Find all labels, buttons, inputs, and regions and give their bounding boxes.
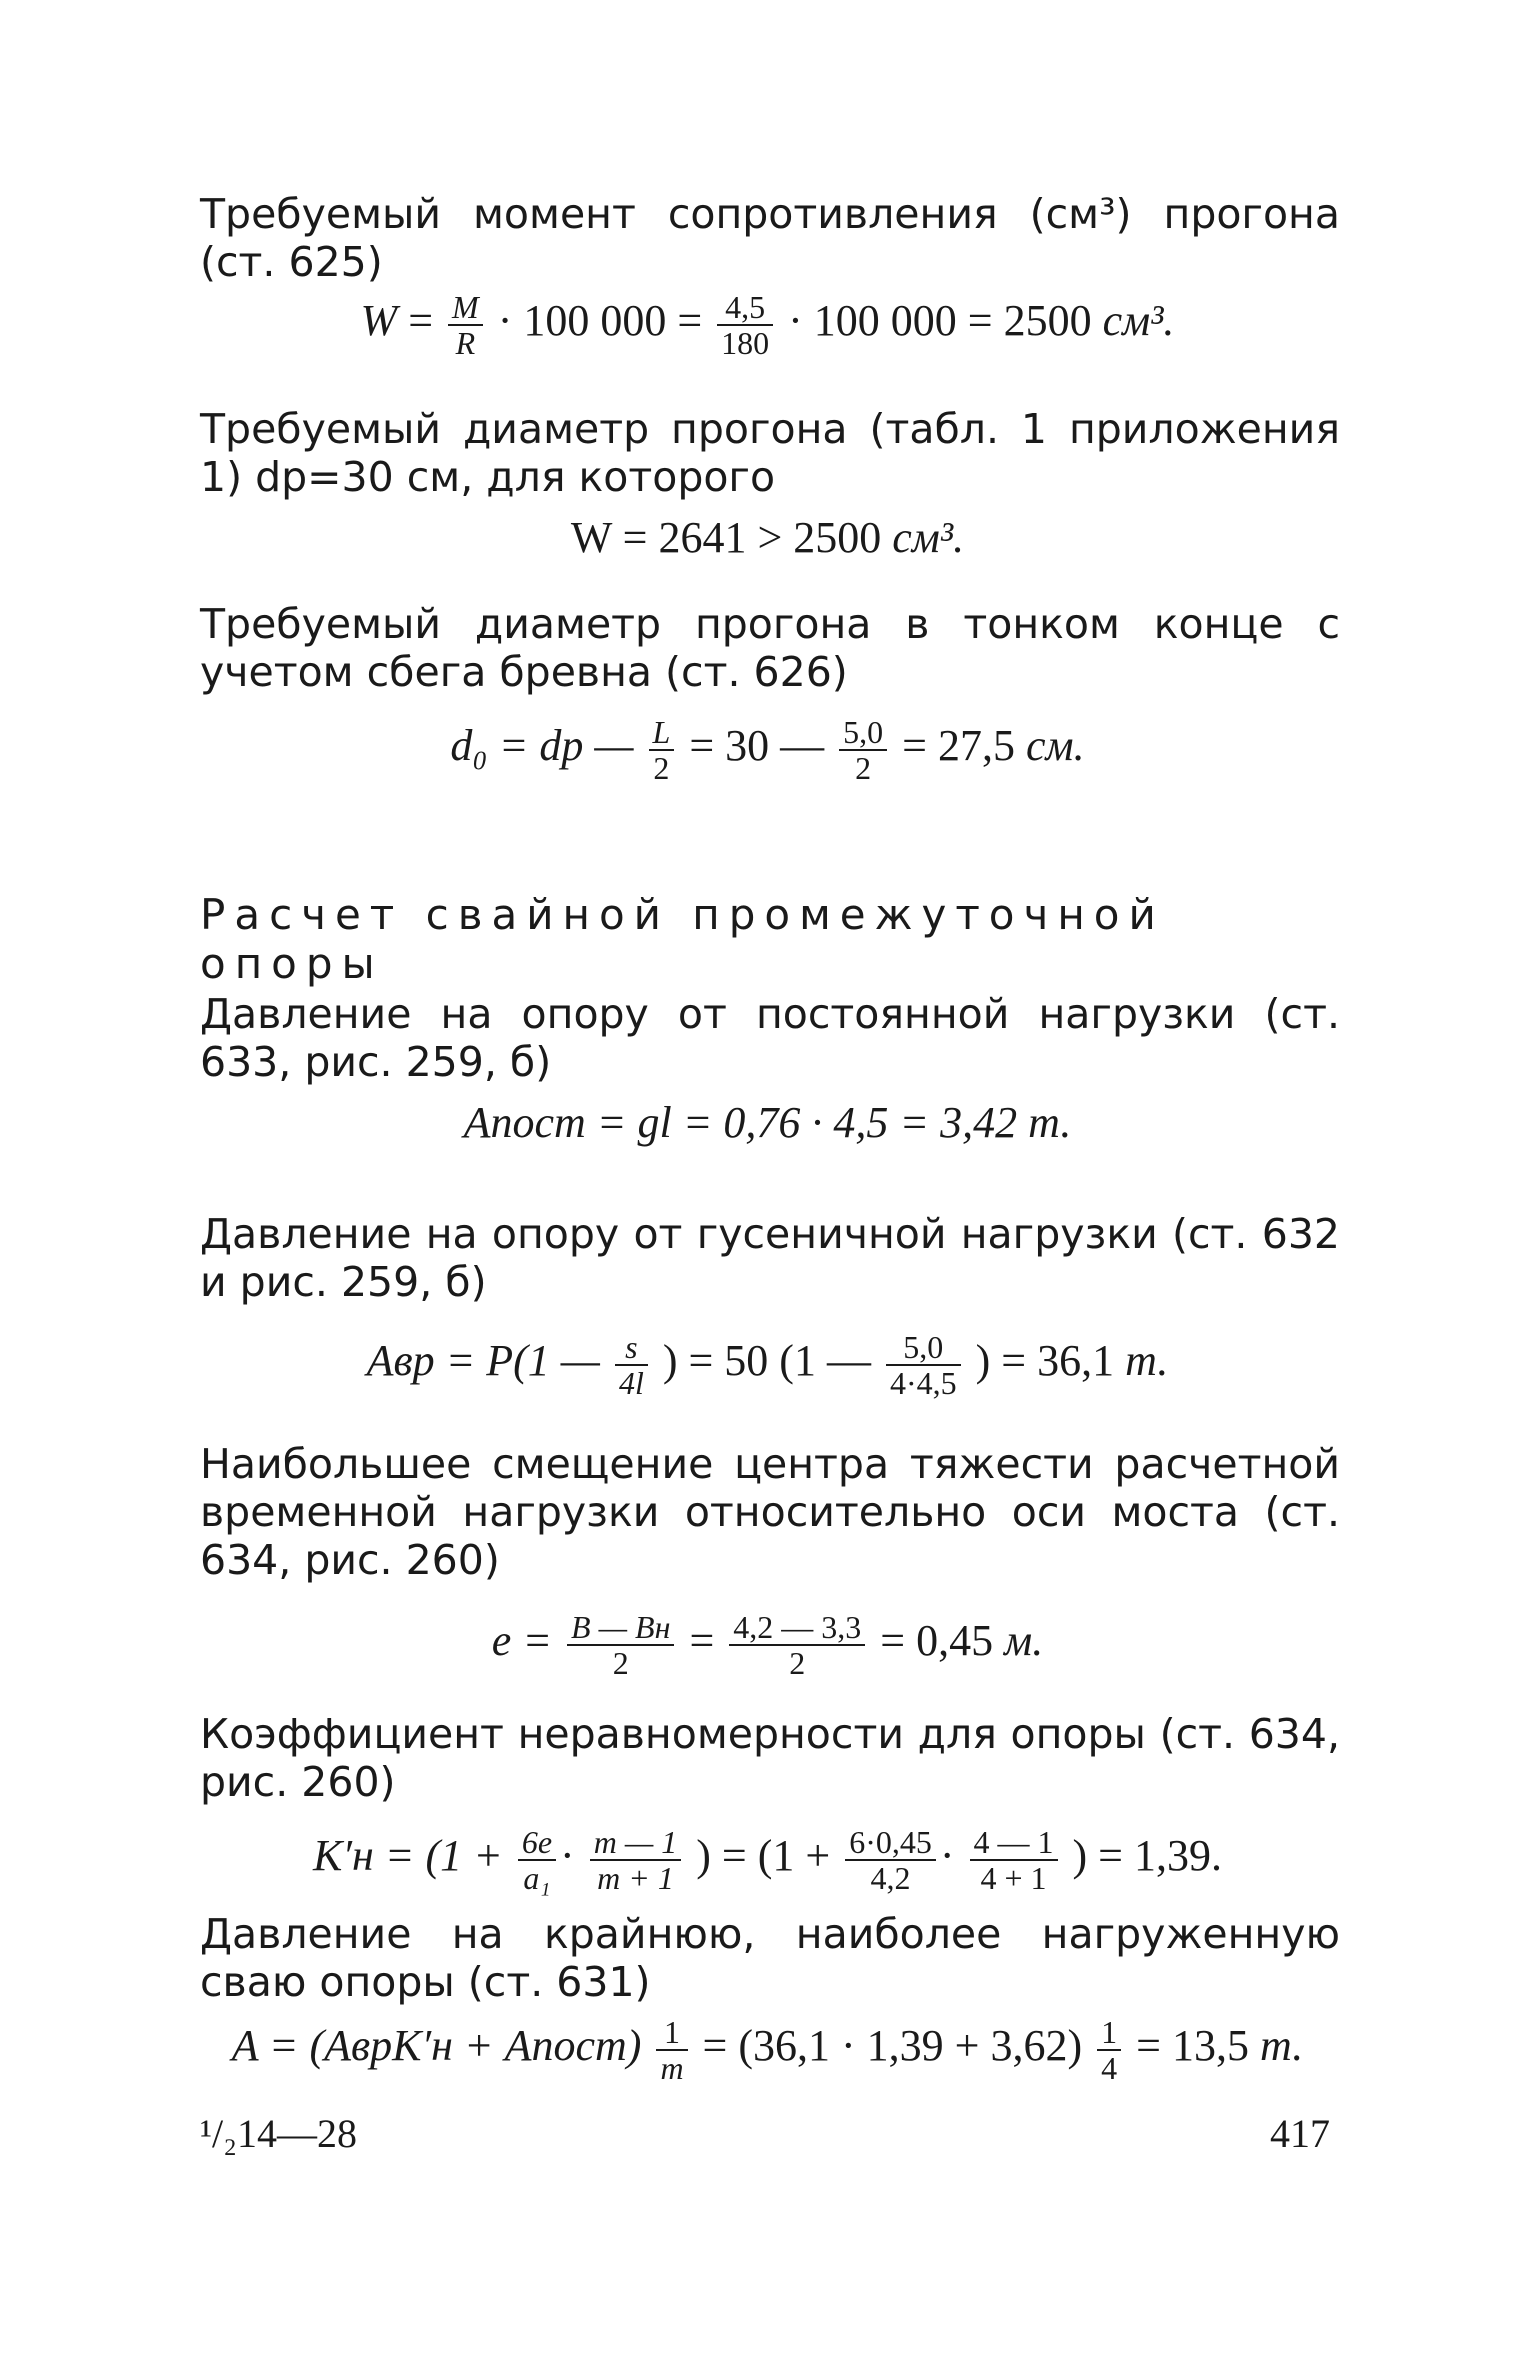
eq5-mid: ) = 50 (1 — (662, 1336, 871, 1386)
eq1-n1: M (448, 290, 483, 326)
eq1-d1: R (455, 325, 476, 361)
eq6-unit: м. (1004, 1616, 1044, 1666)
eq8-d1: m (660, 2050, 684, 2086)
eq7-mid: ) = (1 + (696, 1831, 831, 1881)
eq5-lhs: Aвр = P(1 — (366, 1336, 600, 1386)
eq8-mid: = (36,1 · 1,39 + 3,62) (702, 2021, 1083, 2071)
eq5-n2: 5,0 (886, 1330, 961, 1366)
eq7-d2: m + 1 (597, 1860, 674, 1896)
eq5-unit: т. (1125, 1336, 1169, 1386)
eq6-lhs: e = (491, 1616, 553, 1666)
eq3-n2: 5,0 (839, 715, 887, 751)
eq4-unit: т. (1028, 1098, 1072, 1147)
eq3-unit: см. (1025, 721, 1085, 771)
eq3-d1: 2 (653, 750, 670, 786)
eq1-d2: 180 (721, 325, 770, 361)
eq5-n1: s (615, 1330, 648, 1366)
page-number: 417 (1270, 2111, 1330, 2156)
eq8-rhs: = 13,5 (1136, 2021, 1249, 2071)
eq3-mid: = 30 — (689, 721, 825, 771)
eq6-n1: B — Bн (567, 1610, 674, 1646)
eq1-mid2: · 100 000 = 2500 (788, 296, 1092, 346)
eq8-unit: т. (1259, 2021, 1304, 2071)
paragraph-thin-end: Требуемый диаметр прогона в тонком конце с учетом сбега бревна (ст. 626) (200, 600, 1340, 696)
eq6-d2: 2 (789, 1645, 806, 1681)
eq8-frac1 (656, 2015, 687, 2085)
eq5-frac2 (886, 1330, 961, 1400)
equation-moment: W = $\frac{M}{R}$ · 100 000 = $\frac{4,5}{180}$ · 100 000 = 2500 см³. (360, 289, 1175, 361)
eq1-lhs: W (360, 296, 398, 346)
eq6-d1: 2 (612, 1645, 629, 1681)
eq6-frac2 (729, 1610, 865, 1680)
equation-eccentricity (0, 1610, 1535, 1680)
eq8-n2: 1 (1097, 2015, 1121, 2051)
paragraph-moment: Требуемый момент сопротивления (см³) прогона (ст. 625) (200, 190, 1340, 286)
eq1-unit: см³. (1102, 296, 1175, 346)
eq6-mid: = (689, 1616, 715, 1666)
eq6-frac1 (567, 1610, 674, 1680)
eq7-d1: a₁ (523, 1860, 551, 1896)
equation-coefficient: K′н = (1 + $\frac{6e}{\text{a₁}}$ · $\frac{m — 1}{m + 1}$ ) = (1 + $\frac{6\cdot 0,45}{4,2}$ · $\frac{4 — 1}{4 + 1}$ ) = 1,39. (313, 1824, 1222, 1896)
paragraph-pile-load: Давление на крайнюю, наиболее нагруженную сваю опоры (ст. 631) (200, 1910, 1340, 2006)
footer-signature: ¹/₂14—28 (200, 2111, 358, 2156)
eq7-n1: 6e (518, 1825, 556, 1861)
equation-permanent-load (0, 1095, 1535, 1151)
eq3-lhs: d₀ = dр — (450, 721, 634, 771)
eq7-d3: 4,2 (870, 1860, 911, 1896)
eq3-n1: L (649, 715, 675, 751)
eq8-lhs: A = (AврK′н + Aпост) (231, 2021, 642, 2071)
eq3-frac1 (649, 715, 675, 785)
eq7-n3: 6·0,45 (845, 1825, 936, 1861)
section-heading: Расчет свайной промежуточной опоры (200, 890, 1165, 988)
eq8-d2: 4 (1101, 2050, 1118, 2086)
eq3-d2: 2 (855, 750, 872, 786)
eq5-d2: 4·4,5 (889, 1365, 957, 1401)
equation-pile-load (0, 2015, 1535, 2085)
eq5-rhs: ) = 36,1 (975, 1336, 1115, 1386)
eq7-n4: 4 — 1 (970, 1825, 1058, 1861)
eq6-rhs: = 0,45 (880, 1616, 994, 1666)
eq4-text: Aпост = gl = 0,76 · 4,5 = 3,42 (463, 1098, 1018, 1147)
eq7-rhs: ) = 1,39. (1072, 1831, 1222, 1881)
eq7-d4: 4 + 1 (980, 1860, 1047, 1896)
eq3-rhs: = 27,5 (902, 721, 1015, 771)
eq7-frac3 (845, 1825, 936, 1895)
eq7-n2: m — 1 (590, 1825, 682, 1861)
eq8-frac2 (1097, 2015, 1121, 2085)
eq7-lhs: K′н = (1 + (313, 1831, 503, 1881)
eq2-unit: см³. (892, 513, 965, 562)
eq7-frac1 (518, 1825, 556, 1895)
eq1-frac1 (448, 290, 483, 360)
eq6-n2: 4,2 — 3,3 (729, 1610, 865, 1646)
paragraph-coefficient: Коэффициент неравномерности для опоры (ст. 634, рис. 260) (200, 1710, 1340, 1806)
paragraph-diameter: Требуемый диаметр прогона (табл. 1 приложения 1) dр=30 см, для которого (200, 405, 1340, 501)
eq8-n1: 1 (656, 2015, 687, 2051)
eq5-d1: 4l (618, 1365, 644, 1401)
equation-thin-end (0, 715, 1535, 785)
eq1-mid1: · 100 000 = (497, 296, 703, 346)
eq7-frac4 (970, 1825, 1058, 1895)
paragraph-track-load: Давление на опору от гусеничной нагрузки (ст. 632 и рис. 259, б) (200, 1210, 1340, 1306)
eq1-n2: 4,5 (717, 290, 773, 326)
eq2-text: W = 2641 > 2500 (570, 513, 882, 562)
eq7-frac2 (590, 1825, 682, 1895)
eq3-frac2 (839, 715, 887, 785)
paragraph-eccentricity: Наибольшее смещение центра тяжести расчетной временной нагрузки относительно оси моста (ст. 634, рис. 260) (200, 1440, 1340, 1584)
eq5-frac1 (615, 1330, 648, 1400)
paragraph-permanent-load: Давление на опору от постоянной нагрузки (ст. 633, рис. 259, б) (200, 990, 1340, 1086)
equation-w-check (0, 510, 1535, 566)
eq1-frac2 (717, 290, 773, 360)
equation-track-load (0, 1330, 1535, 1400)
